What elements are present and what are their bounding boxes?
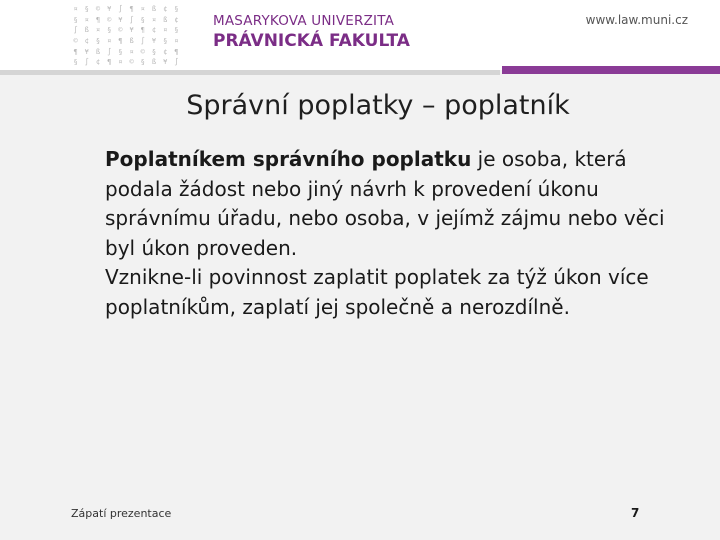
slide-body <box>105 145 695 322</box>
page-number: 7 <box>631 506 640 520</box>
footer-text: Zápatí prezentace <box>71 507 172 520</box>
university-name: MASARYKOVA UNIVERZITA <box>213 13 395 29</box>
slide-title: Správní poplatky – poplatník <box>186 90 570 121</box>
paragraph-definition <box>105 145 695 263</box>
header-band <box>0 0 720 70</box>
logo-pattern: ¤ § © ¥ ∫ ¶ ¤ ß ¢ § § ¤ ¶ © ¥ ∫ § ¤ ß ¢ ∫ ß ¤ § © ¥ ¶ ¢ ¤ § © ¢ § ¤ ¶ ß ∫ ¥ § ¤ ¶ ¥ ß ∫ § ¤ © § ¢ ¶ § ∫ ¢ ¶ ¤ © § ß ¥ ∫ <box>73 5 179 67</box>
definition-text: je osoba, která podala žádost nebo jiný návrh k provedení úkonu správnímu úřadu, nebo osoba, v jejímž zájmu nebo věci byl úkon proveden. <box>105 147 665 260</box>
website-url: www.law.muni.cz <box>585 13 688 27</box>
defined-term: Poplatníkem správního poplatku <box>105 147 472 171</box>
paragraph-joint-liability: Vznikne-li povinnost zaplatit poplatek za týž úkon více poplatníkům, zaplatí jej společně a nerozdílně. <box>105 265 649 319</box>
faculty-name: PRÁVNICKÁ FAKULTA <box>213 31 410 51</box>
header-divider-gray <box>0 70 500 75</box>
header-divider-accent <box>502 66 720 74</box>
